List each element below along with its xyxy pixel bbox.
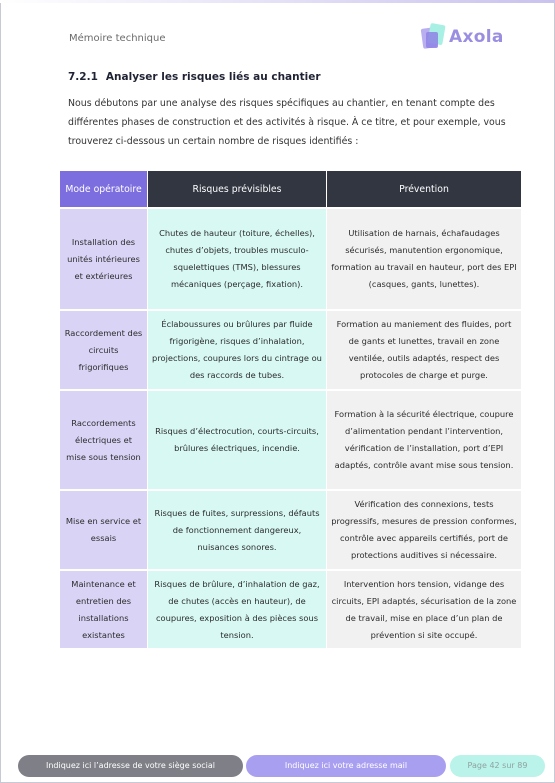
- cell-risques: Risques de brûlure, d’inhalation de gaz, de chutes (accès en hauteur), de coupures, exposition à des pièces sous tension.: [148, 570, 327, 648]
- risk-table: [60, 171, 521, 648]
- cell-prevention: Vérification des connexions, tests progressifs, mesures de pression conformes, contrôle avec appareils certifiés, port de protections auditives si nécessaire.: [327, 490, 522, 570]
- intro-paragraph: Nous débutons par une analyse des risques spécifiques au chantier, en tenant compte des différentes phases de construction et des activités à risque. À ce titre, et pour exemple, vous trouverez ci-dessous un certain nombre de risques identifiés :: [68, 98, 506, 147]
- cell-mode: Installation des unités intérieures et extérieures: [60, 208, 148, 310]
- cell-risques: Risques d’électrocution, courts-circuits, brûlures électriques, incendie.: [148, 390, 327, 490]
- table-header-row: [60, 171, 521, 208]
- cell-prevention: Intervention hors tension, vidange des circuits, EPI adaptés, sécurisation de la zone de travail, mise en place d’un plan de prévention si site occupé.: [327, 570, 522, 648]
- section-number: 7.2.1: [68, 71, 98, 83]
- header-prevention: Prévention: [327, 171, 522, 208]
- table-row: [60, 490, 521, 570]
- axola-logo-icon: [420, 22, 448, 52]
- table-row: [60, 570, 521, 648]
- cell-risques: Chutes de hauteur (toiture, échelles), chutes d’objets, troubles musculo-squelettiques (TMS), blessures mécaniques (perçage, fixation).: [148, 208, 327, 310]
- footer-address: Indiquez ici l’adresse de votre siège social: [18, 755, 243, 777]
- document-title: Mémoire technique: [69, 33, 166, 44]
- table-row: [60, 310, 521, 390]
- header-mode-operatoire: Mode opératoire: [60, 171, 148, 208]
- cell-prevention: Formation au maniement des fluides, port de gants et lunettes, travail en zone ventilée, outils adaptés, respect des protocoles de charge et purge.: [327, 310, 522, 390]
- company-logo: [418, 20, 513, 56]
- logo-wordmark: Axola: [449, 27, 504, 47]
- table-row: [60, 208, 521, 310]
- page-top-accent: [0, 0, 555, 3]
- cell-mode: Mise en service et essais: [60, 490, 148, 570]
- footer-email: Indiquez ici votre adresse mail: [246, 755, 446, 777]
- table-row: [60, 390, 521, 490]
- cell-mode: Raccordements électriques et mise sous tension: [60, 390, 148, 490]
- section-title: Analyser les risques liés au chantier: [105, 71, 321, 83]
- cell-prevention: Formation à la sécurité électrique, coupure d’alimentation pendant l’intervention, vérification de l’installation, port d’EPI adaptés, contrôle avant mise sous tension.: [327, 390, 522, 490]
- cell-risques: Éclaboussures ou brûlures par fluide frigorigène, risques d’inhalation, projections, coupures lors du cintrage ou des raccords de tubes.: [148, 310, 327, 390]
- cell-prevention: Utilisation de harnais, échafaudages sécurisés, manutention ergonomique, formation au travail en hauteur, port des EPI (casques, gants, lunettes).: [327, 208, 522, 310]
- section-heading: [68, 71, 321, 83]
- cell-mode: Maintenance et entretien des installations existantes: [60, 570, 148, 648]
- cell-mode: Raccordement des circuits frigorifiques: [60, 310, 148, 390]
- footer-page-number: Page 42 sur 89: [450, 755, 545, 777]
- header-risques-previsibles: Risques prévisibles: [148, 171, 327, 208]
- cell-risques: Risques de fuites, surpressions, défauts de fonctionnement dangereux, nuisances sonores.: [148, 490, 327, 570]
